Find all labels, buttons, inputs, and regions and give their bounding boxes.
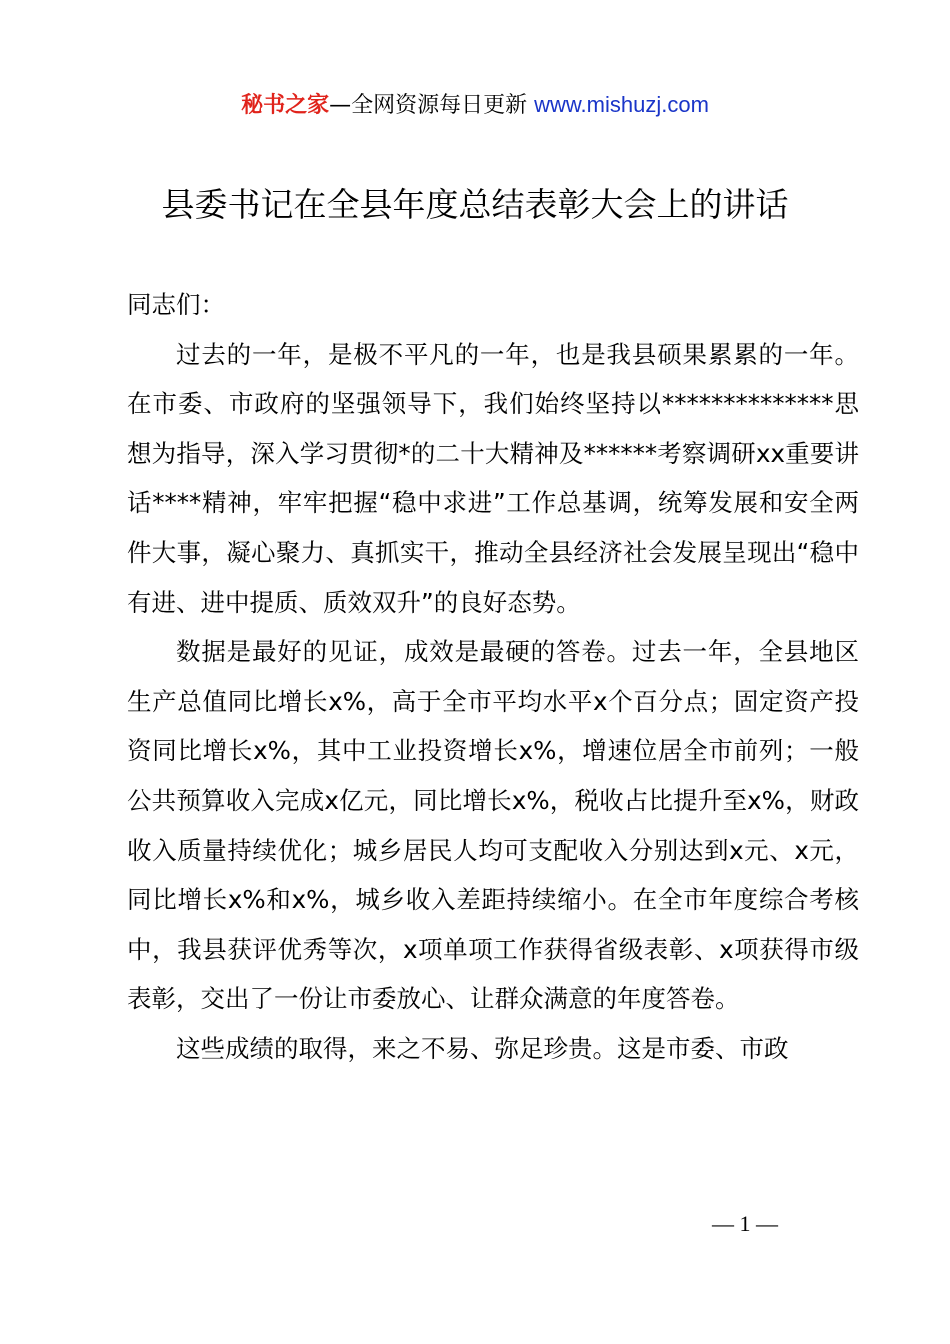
brand-name: 秘书之家 xyxy=(241,93,330,118)
paragraph: 数据是最好的见证，成效是最硬的答卷。过去一年，全县地区生产总值同比增长x%，高于全市平均水平x个百分点；固定资产投资同比增长x%，其中工业投资增长x%，增速位居全市前列；一般公共预算收入完成x亿元，同比增长x%，税收占比提升至x%，财政收入质量持续优化；城乡居民人均可支配收入分别达到x元、x元，同比增长x%和x%，城乡收入差距持续缩小。在全市年度综合考核中，我县获评优秀等次，x项单项工作获得省级表彰、x项获得市级表彰，交出了一份让市委放心、让群众满意的年度答卷。 xyxy=(127,637,859,1014)
paragraph: 这些成绩的取得，来之不易、弥足珍贵。这是市委、市政 xyxy=(176,1033,789,1063)
header-slogan: —全网资源每日更新 xyxy=(329,93,528,118)
document-body xyxy=(127,280,859,1074)
page-number: — 1 — xyxy=(712,1211,778,1236)
site-url[interactable]: www.mishuzj.com xyxy=(534,92,709,117)
salutation: 同志们： xyxy=(127,290,225,319)
site-header xyxy=(0,88,950,123)
paragraph: 过去的一年，是极不平凡的一年，也是我县硕果累累的一年。在市委、市政府的坚强领导下，我们始终坚持以**************思想为指导，深入学习贯彻*的二十大精神及******考察调研xx重要讲话****精神，牢牢把握“稳中求进”工作总基调，统筹发展和安全两件大事，凝心聚力、真抓实干，推动全县经济社会发展呈现出“稳中有进、进中提质、质效双升”的良好态势。 xyxy=(127,339,859,617)
document-title: 县委书记在全县年度总结表彰大会上的讲话 xyxy=(161,185,789,224)
